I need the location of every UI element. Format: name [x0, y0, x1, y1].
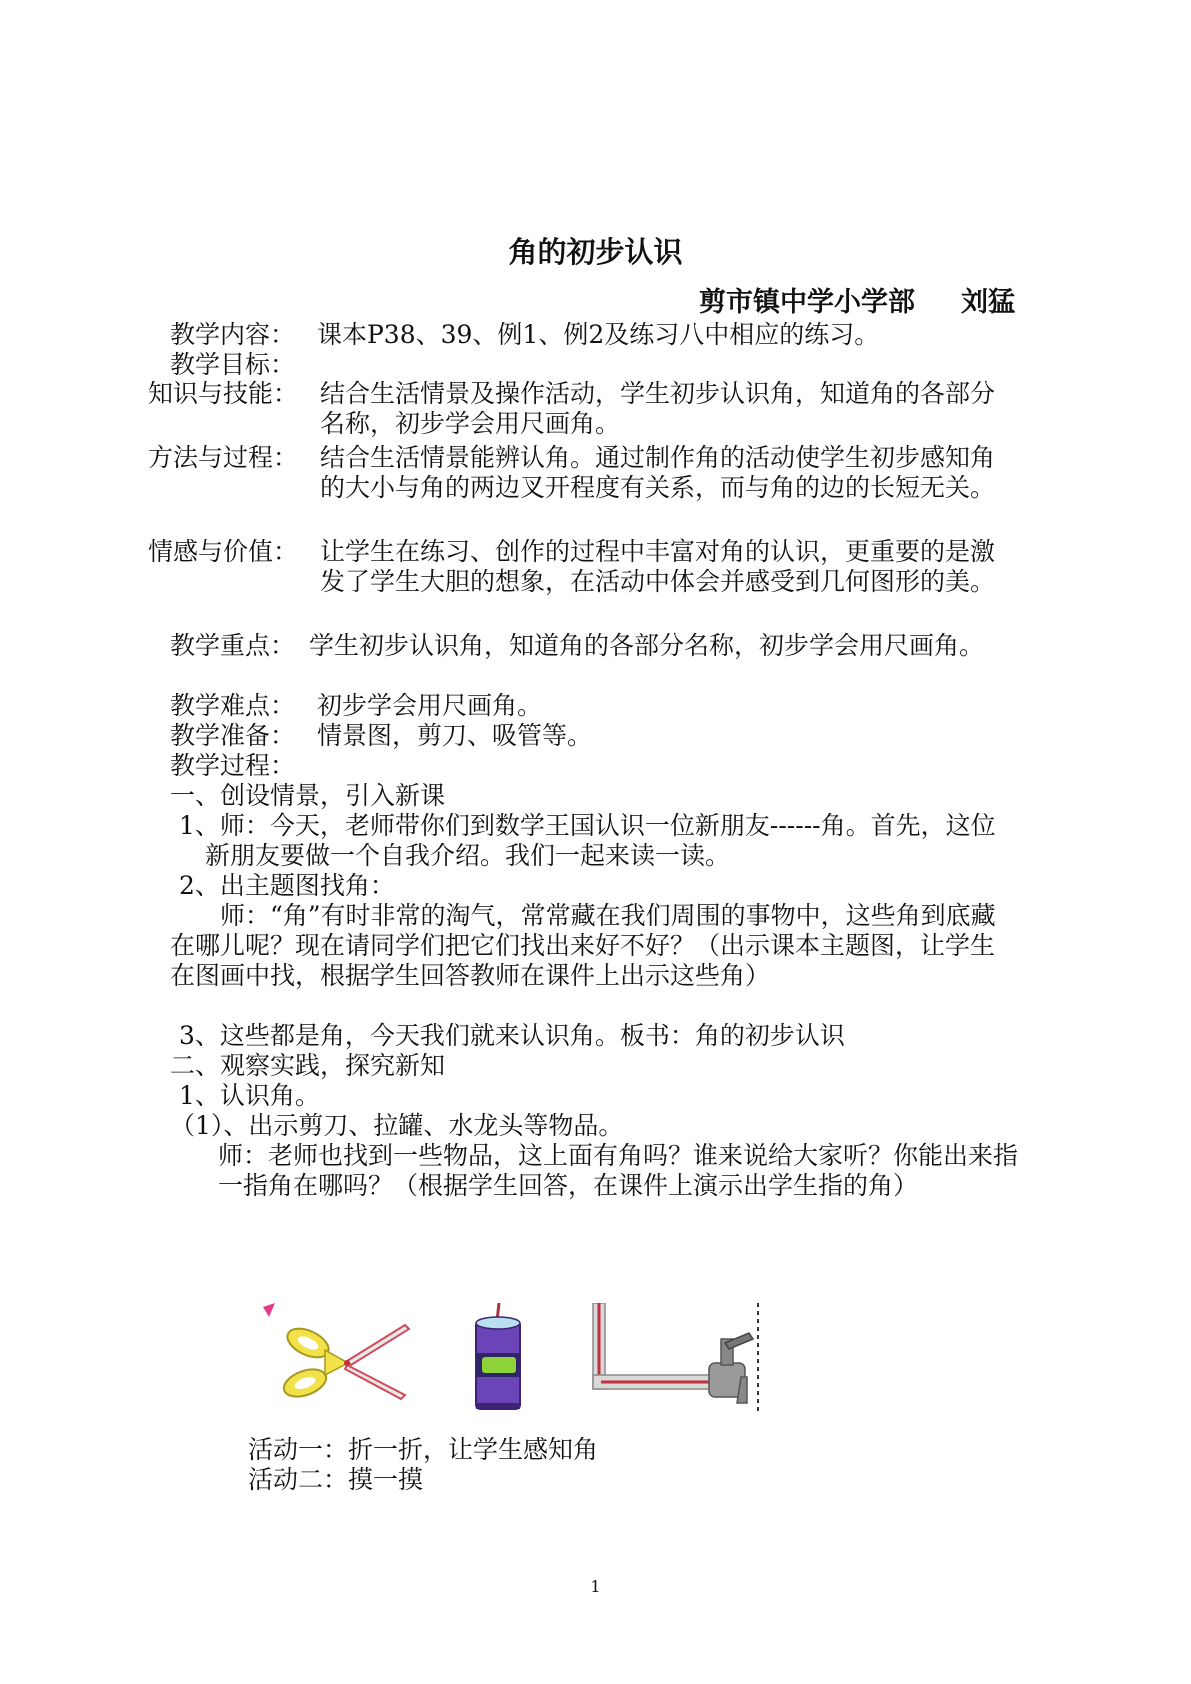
- content-label: 教学内容：: [170, 320, 296, 349]
- difficulty-line: [170, 691, 542, 721]
- section-1-item-1: 1、师：今天，老师带你们到数学王国认识一位新朋友------角。首先，这位新朋友要做一个自我介绍。我们一起来读一读。: [179, 811, 996, 870]
- content-text: 课本P38、39、例1、例2及练习八中相应的练习。: [316, 320, 880, 349]
- section-2-sub-1: （1）、出示剪刀、拉罐、水龙头等物品。: [170, 1111, 624, 1140]
- page-number: 1: [590, 1577, 601, 1596]
- emotion-block: [148, 537, 1010, 627]
- prep-line: [170, 721, 592, 751]
- key-text: 学生初步认识角，知道角的各部分名称，初步学会用尺画角。: [309, 631, 985, 660]
- faucet-picture: [593, 1303, 758, 1413]
- emotion-label: 情感与价值：: [148, 537, 299, 566]
- goals-label: 教学目标：: [170, 350, 296, 379]
- prep-text: 情景图，剪刀、吸管等。: [316, 721, 592, 750]
- process-label: 教学过程：: [170, 751, 296, 780]
- section-2-item-1: 1、认识角。: [179, 1081, 320, 1110]
- section-1-heading: 一、创设情景，引入新课: [170, 781, 446, 810]
- method-block: [148, 443, 1010, 533]
- knowledge-block: [148, 379, 1010, 439]
- section-1-item-3: 3、这些都是角，今天我们就来认识角。板书：角的初步认识: [179, 1021, 845, 1050]
- method-label: 方法与过程：: [148, 443, 299, 472]
- emotion-text: 让学生在练习、创作的过程中丰富对角的认识，更重要的是激发了学生大胆的想象，在活动中体会并感受到几何图形的美。: [320, 537, 996, 596]
- difficulty-label: 教学难点：: [170, 691, 296, 720]
- can-picture: [476, 1303, 520, 1409]
- key-point-block: [170, 631, 1015, 661]
- objects-pictures: [263, 1303, 803, 1413]
- content-line: [170, 320, 879, 350]
- objects-picture-strip: [263, 1303, 803, 1413]
- author-line: [699, 280, 1015, 319]
- section-1-item-2-text: 师：“角”有时非常的淘气，常常藏在我们周围的事物中，这些角到底藏在哪儿呢？现在请同学们把它们找出来好不好？（出示课本主题图，让学生在图画中找，根据学生回答教师在课件上出示这些角）: [170, 901, 996, 990]
- scissors-picture: [280, 1323, 409, 1402]
- method-text: 结合生活情景能辨认角。通过制作角的活动使学生初步感知角的大小与角的两边叉开程度有关系，而与角的边的长短无关。: [320, 443, 996, 502]
- activity-2: 活动二：摸一摸: [248, 1465, 424, 1494]
- section-2-heading: 二、观察实践，探究新知: [170, 1051, 446, 1080]
- section-2-sub-1-text: 师：老师也找到一些物品，这上面有角吗？谁来说给大家听？你能出来指一指角在哪吗？（根据学生回答，在课件上演示出学生指的角）: [218, 1141, 1019, 1200]
- pink-corner-mark: [263, 1303, 275, 1317]
- knowledge-label: 知识与技能：: [148, 379, 299, 408]
- difficulty-text: 初步学会用尺画角。: [316, 691, 542, 720]
- document-title: 角的初步认识: [508, 235, 683, 269]
- activity-1: 活动一：折一折，让学生感知角: [248, 1435, 599, 1464]
- section-1-item-2: 2、出主题图找角：: [179, 871, 395, 900]
- knowledge-text: 结合生活情景及操作活动，学生初步认识角，知道角的各部分名称，初步学会用尺画角。: [320, 379, 996, 438]
- author-name: 刘猛: [961, 287, 1015, 318]
- author-school: 剪市镇中学小学部: [699, 287, 915, 318]
- prep-label: 教学准备：: [170, 721, 296, 750]
- key-label: 教学重点：: [170, 631, 296, 660]
